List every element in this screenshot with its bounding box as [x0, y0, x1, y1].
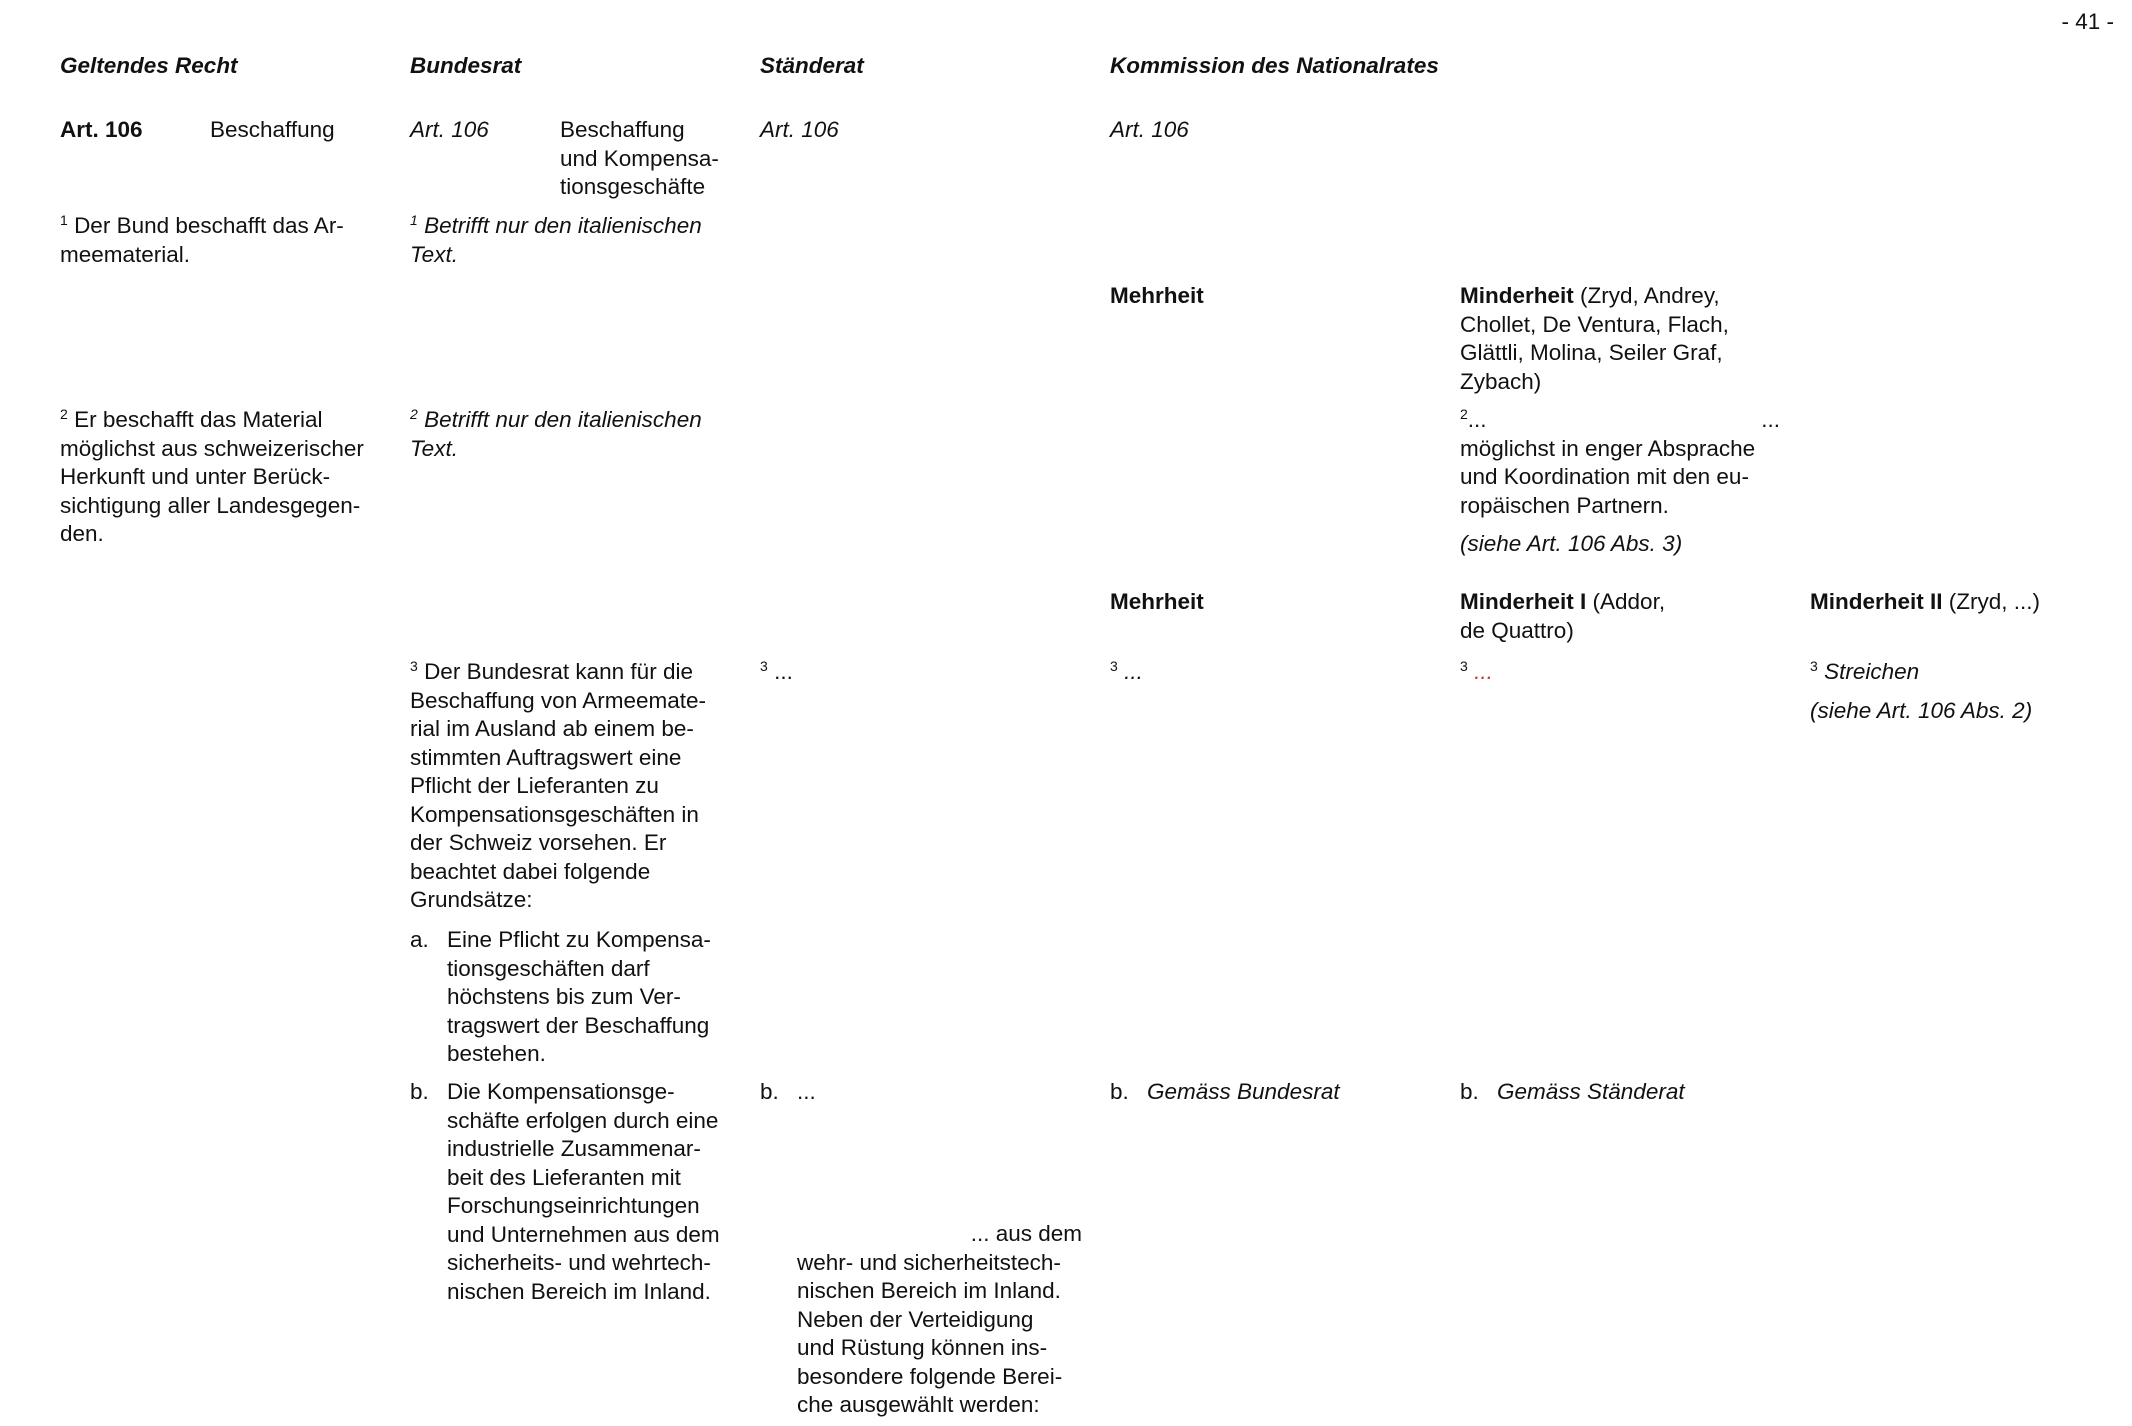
- minderheit1-abs3: $^3$ ...: [1460, 658, 1493, 684]
- header-kommission-nationalrat: Kommission des Nationalrates: [1110, 53, 1439, 78]
- mehrheit-item-b-text: Gemäss Bundesrat: [1147, 1079, 1340, 1104]
- minderheit2-abs3: $^3$ Streichen (siehe Art. 106 Abs. 2): [1810, 658, 2120, 725]
- geltend-abs1: $^1$ Der Bund beschafft das Ar- meematerial.: [60, 212, 344, 267]
- geltend-abs2: $^2$ Er beschafft das Material möglichst aus schweizerischer Herkunft und unter Berück- sichtigung aller Landesgegen- den.: [60, 406, 364, 546]
- mehrheit-item-b-letter: b.: [1110, 1079, 1129, 1104]
- geltend-article-number: Art. 106: [60, 117, 143, 142]
- br-item-b-text: Die Kompensationsge- schäfte erfolgen durch eine industrielle Zusammenar- beit des Lieferanten mit Forschungseinrichtungen und Unternehmen aus dem sicherheits- und wehrtech- nischen Bereich im Inland.: [447, 1079, 720, 1304]
- minderheit2-block: Minderheit II (Zryd, ...): [1810, 589, 2041, 614]
- nr-article-number: Art. 106: [1110, 117, 1189, 142]
- sr-item-b-text: ... aus dem wehr- und sicherheitstech- nischen Bereich im Inland. Neben der Verteidigung und Rüstung können ins- besondere folgende Berei- che ausgewählt werden:: [797, 1221, 1082, 1417]
- sr-abs3: $^3$ ...: [760, 658, 793, 684]
- minderheit1-item-b-letter: b.: [1460, 1079, 1479, 1104]
- br-article-number: Art. 106: [410, 117, 489, 142]
- sr-article-number: Art. 106: [760, 117, 839, 142]
- geltend-article-title: Beschaffung: [210, 117, 335, 142]
- mehrheit-abs3: $^3$ ...: [1110, 658, 1143, 684]
- header-bundesrat: Bundesrat: [410, 53, 522, 78]
- br-item-a-text: Eine Pflicht zu Kompensa- tionsgeschäften darf höchstens bis zum Ver- tragswert der Beschaffung bestehen.: [447, 927, 711, 1066]
- br-abs3: $^3$ Der Bundesrat kann für die Beschaffung von Armeemate- rial im Ausland ab einem be- stimmten Auftragswert eine Pflicht der Lieferanten zu Kompensationsgeschäften in der Schweiz vorsehen. Er beachtet dabei folgende Grundsätze:: [410, 658, 707, 912]
- br-abs1: $^1$ Betrifft nur den italienischen Text.: [410, 212, 702, 267]
- minderheit1-block: Minderheit I (Addor, de Quattro): [1460, 589, 1666, 643]
- br-abs2: $^2$ Betrifft nur den italienischen Text.: [410, 406, 702, 461]
- header-staenderat: Ständerat: [760, 53, 864, 78]
- br-item-a-letter: a.: [410, 927, 429, 952]
- mehrheit-label-1: Mehrheit: [1110, 283, 1204, 308]
- page-number: - 41 -: [2061, 9, 2114, 34]
- sr-item-b-ellipsis: ...: [797, 1079, 816, 1104]
- mehrheit-label-2: Mehrheit: [1110, 589, 1204, 614]
- sr-item-b-letter: b.: [760, 1079, 779, 1104]
- br-article-title: Beschaffung und Kompensa- tionsgeschäfte: [560, 117, 719, 199]
- header-geltendes-recht: Geltendes Recht: [60, 53, 238, 78]
- minderheit-block-1: Minderheit (Zryd, Andrey, Chollet, De Ventura, Flach, Glättli, Molina, Seiler Graf, Zybach): [1460, 283, 1729, 394]
- minderheit2-abs3-reference: (siehe Art. 106 Abs. 2): [1810, 697, 2033, 723]
- minderheit-abs2: $^2$... ... möglichst in enger Absprache und Koordination mit den eu- ropäischen Partnern. (siehe Art. 106 Abs. 3): [1460, 406, 1790, 559]
- minderheit-abs2-reference: (siehe Art. 106 Abs. 3): [1460, 531, 1683, 556]
- minderheit1-item-b-text: Gemäss Ständerat: [1497, 1079, 1685, 1104]
- br-item-b-letter: b.: [410, 1079, 429, 1104]
